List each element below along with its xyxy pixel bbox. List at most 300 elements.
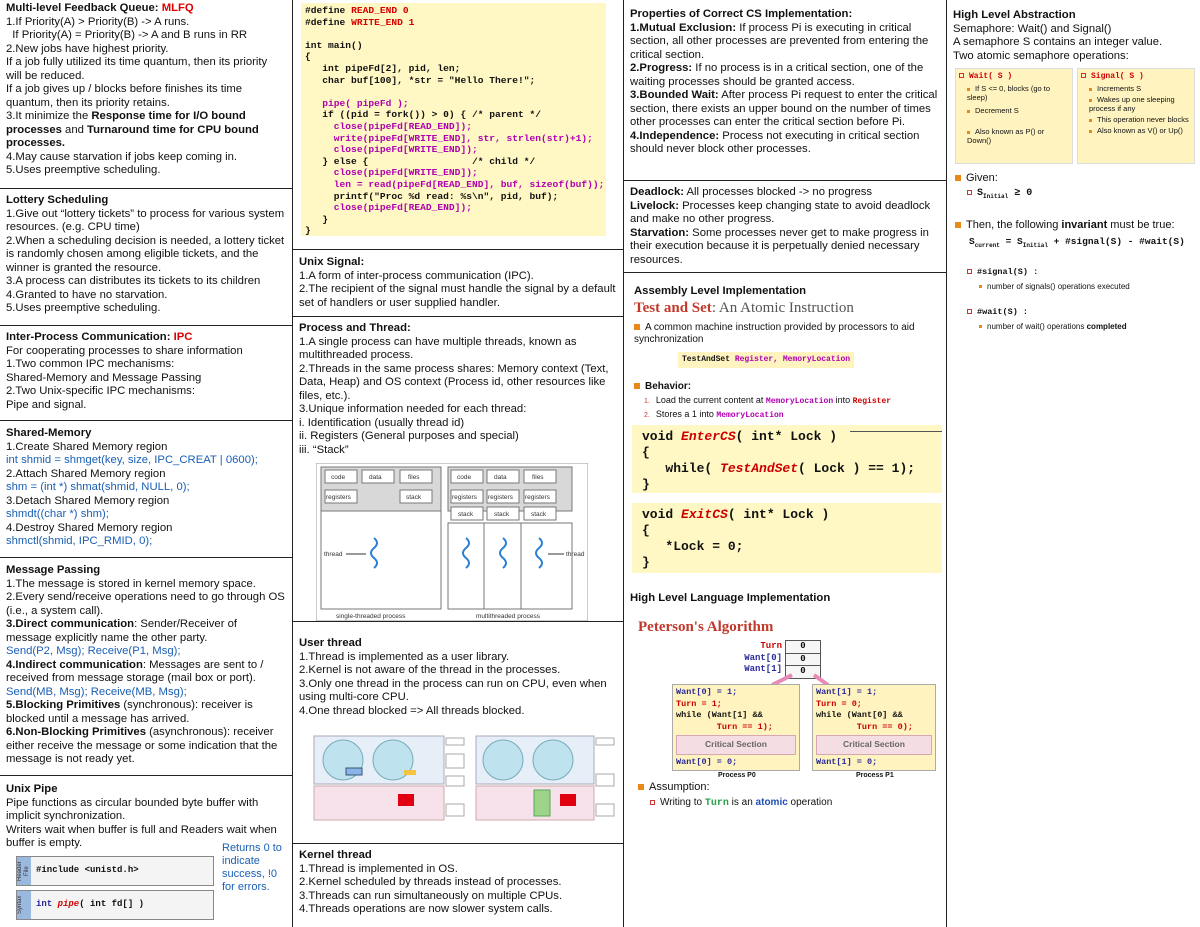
cs-title: Properties of Correct CS Implementation:	[630, 8, 853, 20]
p0-label: Process P0	[718, 772, 756, 779]
code-line	[305, 75, 602, 87]
code-line	[305, 40, 602, 52]
code-line	[305, 109, 602, 121]
user-thread-line: 4.One thread blocked => All threads blocked.	[299, 704, 525, 717]
code-line	[305, 63, 602, 75]
code-line	[305, 17, 602, 29]
bullet-icon	[650, 800, 655, 805]
bullet-icon	[967, 88, 970, 91]
mlfq-line: If a job fully utilized its time quantum, then its priority will be reduced.	[6, 56, 268, 82]
var-name: Want[0]	[744, 652, 782, 663]
wait-desc-pre: number of wait() operations	[987, 322, 1087, 331]
msg-l6-bold: 6.Non-Blocking Primitives	[6, 726, 146, 738]
cs-item-text: If no process is in a critical section, one of the waiting processes should be granted access.	[630, 62, 924, 88]
exitcs-code	[632, 503, 942, 573]
starvation-bold: Starvation:	[630, 226, 690, 239]
thread-line: ii. Registers (General purposes and special)	[299, 430, 519, 442]
fig-text: code	[331, 474, 346, 481]
signal-item: This operation never blocks	[1097, 115, 1189, 124]
wait-desc-bold: completed	[1086, 322, 1127, 331]
signal-section	[293, 250, 623, 317]
bullet-icon	[967, 131, 970, 134]
sig-label-text: #signal(S) :	[977, 267, 1039, 277]
tas-behavior-list	[644, 394, 891, 422]
mlfq-line: 1.If Priority(A) > Priority(B) -> A runs.	[6, 15, 190, 28]
cs-item	[630, 89, 940, 130]
p1-l1: Turn = 0;	[816, 698, 862, 709]
given	[955, 172, 998, 186]
msg-l4-text: : Messages are sent to / received from message storage (mail box or port).	[6, 658, 264, 684]
lottery-line: 4.Granted to have no starvation.	[6, 288, 168, 301]
then-pre: Then, the following	[966, 219, 1062, 231]
hla-title: High Level Abstraction	[953, 9, 1076, 21]
inv-s: S	[969, 236, 975, 247]
code-token: #define	[305, 16, 352, 28]
p0-line	[676, 687, 796, 699]
shm-section	[0, 421, 292, 558]
kernel-thread-title: Kernel thread	[299, 849, 372, 861]
code-line	[305, 98, 602, 110]
bullet-icon	[1089, 99, 1092, 102]
bullet-icon	[967, 110, 970, 113]
code-token: ( int* Lock )	[727, 507, 830, 522]
msg-line	[6, 726, 286, 767]
wait-item: If S <= 0, blocks (go to sleep)	[967, 84, 1051, 102]
fig-text: files	[408, 474, 420, 481]
deadlock-text: All processes blocked -> no progress	[684, 186, 873, 198]
tas-title-red: Test and Set	[634, 300, 712, 316]
mlfq-title: Multi-level Feedback Queue:	[6, 2, 159, 14]
mlfq-line-3	[6, 110, 286, 151]
bullet-icon	[1089, 119, 1092, 122]
fig-text: registers	[488, 494, 513, 501]
code-token: while(	[642, 461, 721, 476]
given-label: Given:	[966, 172, 998, 184]
thread-line: 1.A single process can have multiple threads, known as multithreaded process.	[299, 335, 577, 361]
code-line	[305, 86, 602, 98]
shm-line: 3.Detach Shared Memory region	[6, 494, 170, 507]
assumption-detail	[650, 796, 832, 811]
tas-b1-reg: Register	[852, 397, 892, 406]
cs-item-bold: 3.Bounded Wait:	[630, 89, 719, 101]
code-line	[305, 144, 602, 156]
msg-code: Send(MB, Msg); Receive(MB, Msg);	[6, 685, 187, 698]
code-token: write(pipeFd[WRITE_END], str, strlen(str)+1);	[305, 132, 593, 144]
bullet-icon	[638, 784, 644, 790]
mlfq-line: If Priority(A) = Priority(B) -> A and B runs in RR	[6, 29, 248, 41]
assumption-label: Assumption:	[649, 781, 710, 793]
ipc-section	[0, 326, 292, 421]
peterson-var-names	[724, 641, 782, 676]
cs-item-text: Process not executing in critical section should never block other processes.	[630, 129, 920, 155]
pipe-code-block	[301, 3, 606, 236]
sig-desc-text: number of signals() operations executed	[987, 282, 1130, 291]
msg-l4-bold: 4.Indirect communication	[6, 658, 143, 671]
then-bold: invariant	[1061, 219, 1108, 231]
signal-line: 1.A form of inter-process communication (IPC).	[299, 269, 534, 282]
code-token: {	[642, 445, 650, 460]
hll-section	[624, 583, 946, 927]
single-thread-process	[321, 467, 441, 620]
mlfq-line3-bold: Response time for I/O bound processes	[6, 110, 246, 136]
wait-item: Decrement S	[975, 106, 1019, 115]
code-token: close(pipeFd[READ_END]);	[305, 120, 472, 132]
pipe-line: Pipe functions as circular bounded byte buffer with implicit synchronization.	[6, 796, 259, 822]
tas-instr: TestAndSet	[682, 355, 731, 364]
user-thread-diagram	[298, 734, 616, 826]
tas-b1: 1. Load the current content at MemoryLocation into Register	[644, 395, 892, 406]
pipe-section	[0, 776, 292, 927]
ipc-line: Shared-Memory and Message Passing	[6, 371, 202, 384]
writing-pre: Writing to	[660, 797, 705, 808]
user-thread-section	[293, 622, 623, 844]
cs-item-bold: 1.Mutual Exclusion:	[630, 21, 737, 34]
ipc-line: 1.Two common IPC mechanisms:	[6, 358, 175, 370]
code-token: EnterCS	[681, 429, 736, 444]
thread-diagram	[316, 463, 588, 621]
writing-mid: is an	[728, 797, 756, 808]
wait-box	[955, 68, 1073, 164]
cs-item-text: After process Pi request to enter the critical section, there exists an upper bound on the number of times other processes can enter the critical section before Pi.	[630, 89, 938, 128]
column-3	[624, 0, 947, 927]
pipe-syntax-label: Syntax	[17, 891, 31, 919]
divider	[850, 431, 942, 432]
code-token: close(pipeFd[READ_END]);	[305, 202, 472, 214]
column-1	[0, 0, 292, 927]
code-token: ( Lock ) == 1);	[798, 461, 916, 476]
bullet-icon	[634, 324, 640, 330]
code-token: READ_END 0	[351, 5, 409, 16]
code-token: {	[305, 51, 311, 63]
signal-item: Also known as V() or Up()	[1097, 126, 1183, 135]
var-value: 0	[786, 654, 820, 667]
msg-line: 2.Every send/receive operations need to go through OS (i.e., a system call).	[6, 591, 285, 617]
cs-item-bold: 2.Progress:	[630, 62, 693, 74]
p1-l2: while (Want[0] &&	[816, 710, 903, 720]
msg-title: Message Passing	[6, 564, 101, 576]
assembly-section	[624, 273, 946, 583]
msg-l6-text: (asynchronous): receiver either receive the message or some indication that the message is not ready yet.	[6, 726, 278, 765]
tas-bullet-1	[634, 322, 939, 346]
thread-section	[293, 317, 623, 622]
lottery-line: 2.When a scheduling decision is needed, a lottery ticket is randomly chosen among eligible tickets, and the winner is granted the resource.	[6, 234, 285, 274]
shm-line: 2.Attach Shared Memory region	[6, 467, 166, 480]
thread-line: 2.Threads in the same process shares: Memory context (Text, Data, Heap) and OS context (Process id, other resources like files, etc.).	[299, 362, 609, 402]
bullet-icon	[955, 222, 961, 228]
code-section	[293, 0, 623, 250]
starvation-item	[630, 227, 940, 268]
fig-text: thread	[324, 551, 343, 558]
fig-text: registers	[452, 494, 477, 501]
p1-exit: Want[1] = 0;	[816, 756, 878, 767]
tas-b2-mem: MemoryLocation	[716, 411, 784, 420]
fig-text: thread	[566, 551, 585, 558]
kernel-thread-line: 3.Threads can run simultaneously on multiple CPUs.	[299, 889, 563, 902]
code-token: *Lock = 0;	[642, 539, 744, 554]
msg-l3-bold: 3.Direct communication	[6, 618, 135, 630]
code-line	[305, 214, 602, 226]
pipe-line: Writers wait when buffer is full and Readers wait when buffer is empty.	[6, 823, 277, 849]
code-token: char buf[100], *str = "Hello There!";	[305, 74, 536, 86]
tas-behavior	[634, 380, 691, 394]
var-name: Turn	[760, 641, 782, 651]
inv-sub: current	[974, 241, 1000, 249]
lottery-line: 3.A process can distributes its tickets to its children	[6, 275, 261, 287]
deadlock-bold: Deadlock:	[630, 186, 684, 198]
livelock-bold: Livelock:	[630, 199, 679, 212]
pipe-syntax-code	[31, 891, 213, 919]
tas-instruction	[678, 352, 854, 368]
hla-line: Semaphore: Wait() and Signal()	[953, 22, 1112, 35]
code-token: } else { /* child */	[305, 155, 536, 167]
code-token: close(pipeFd[WRITE_END]);	[305, 144, 478, 156]
peterson-title: Peterson's Algorithm	[638, 619, 774, 635]
code-token: #define	[305, 5, 352, 16]
pipe-syntax-args: ( int fd[] )	[79, 899, 145, 909]
hla-line: A semaphore S contains an integer value.	[953, 36, 1163, 48]
wait-label-text: #wait(S) :	[977, 307, 1029, 317]
kernel-thread-section	[293, 844, 623, 927]
thread-title: Process and Thread:	[299, 322, 411, 334]
bullet-icon	[1089, 88, 1092, 91]
mlfq-line: 2.New jobs have highest priority.	[6, 42, 169, 55]
shm-line: 1.Create Shared Memory region	[6, 440, 168, 453]
signal-line: 2.The recipient of the signal must handle the signal by a default set of handlers or user supplied handler.	[299, 283, 616, 309]
thread-line: 3.Unique information needed for each thread:	[299, 403, 527, 415]
ipc-title: Inter-Process Communication:	[6, 331, 171, 343]
fig-text: single-threaded process	[336, 613, 406, 620]
fig-text: stack	[531, 511, 547, 518]
starvation-text: Some processes never get to make progress in their execution because it is perpetually denied necessary resources.	[630, 226, 929, 266]
bullet-icon	[1081, 73, 1086, 78]
msg-line	[6, 699, 286, 726]
signal-item: Increments S	[1097, 84, 1142, 93]
code-token: void	[642, 507, 682, 522]
tas-b2-pre: Stores a 1 into	[655, 409, 717, 419]
inv-rest2: + #signal(S) - #wait(S)	[1047, 236, 1185, 247]
fig-text: registers	[326, 494, 351, 501]
bullet-icon	[967, 190, 972, 195]
p0-l0: Want[0] = 1;	[676, 687, 738, 697]
mlfq-line: If a job gives up / blocks before finishes its time quantum, then its priority retains.	[6, 83, 243, 109]
code-token: printf("Proc %d read: %s\n", pid, buf);	[305, 190, 559, 202]
cs-item-bold: 4.Independence:	[630, 129, 720, 142]
writing-atomic: atomic	[755, 797, 788, 808]
pipe-syntax-box	[16, 890, 214, 920]
p0-block	[672, 684, 800, 771]
hll-title: High Level Language Implementation	[630, 592, 831, 604]
code-token: }	[642, 555, 650, 570]
ipc-line: Pipe and signal.	[6, 398, 87, 411]
tas-b1-mid: into	[833, 395, 853, 405]
fig-text: registers	[525, 494, 550, 501]
tas-slide-title	[634, 302, 854, 316]
fig-text: stack	[458, 511, 474, 518]
msg-l3-text: : Sender/Receiver of message explicitly name the other party.	[6, 618, 238, 644]
p0-l2: while (Want[1] &&	[676, 710, 763, 720]
cs-item	[630, 62, 940, 89]
hla-line: Two atomic semaphore operations:	[953, 49, 1129, 62]
single-thread-area	[321, 511, 441, 609]
var-value: 0	[786, 641, 820, 654]
livelock-text: Processes keep changing state to avoid deadlock and make no other progress.	[630, 199, 931, 225]
code-token: {	[642, 523, 650, 538]
user-thread-left	[314, 736, 464, 820]
bullet-icon	[955, 175, 961, 181]
pipe-returns: Returns 0 to indicate success, !0 for errors.	[222, 842, 282, 893]
bullet-icon	[959, 73, 964, 78]
msg-l5-text: (synchronous): receiver is blocked until a message has arrived.	[6, 699, 253, 725]
user-thread-line: 1.Thread is implemented as a user library.	[299, 650, 510, 663]
user-thread-line: 3.Only one thread in the process can run on CPU, even when using multi-core CPU.	[299, 677, 607, 703]
pipe-syntax-type: int	[36, 899, 58, 909]
cs-item-text: If process Pi is executing in critical section, all other processes are prevented from entering the critical section.	[630, 21, 929, 61]
p1-critical-section: Critical Section	[816, 735, 932, 755]
then-line	[955, 219, 1175, 233]
pipe-header-label: Header File	[17, 857, 31, 885]
fig-text: data	[369, 474, 382, 481]
writing-post: operation	[787, 797, 833, 808]
column-2	[292, 0, 624, 927]
invariant	[969, 235, 1185, 252]
sig-label	[967, 266, 1038, 280]
code-line	[305, 133, 602, 145]
var-value: 0	[800, 666, 806, 676]
p0-l3: Turn == 1);	[676, 721, 773, 732]
msg-section	[0, 558, 292, 776]
thread-line: i. Identification (usually thread id)	[299, 416, 465, 429]
p1-l3: Turn == 0);	[816, 721, 913, 732]
mlfq-line: 4.May cause starvation if jobs keep coming in.	[6, 150, 238, 163]
bullet-icon	[979, 325, 982, 328]
lottery-title: Lottery Scheduling	[6, 194, 109, 206]
cs-section	[624, 0, 946, 181]
wait-label	[967, 306, 1028, 320]
bullet-icon	[979, 285, 982, 288]
lottery-line: 5.Uses preemptive scheduling.	[6, 302, 161, 314]
ipc-line: 2.Two Unix-specific IPC mechanisms:	[6, 385, 195, 397]
user-thread-line: 2.Kernel is not aware of the thread in the processes.	[299, 664, 561, 676]
msg-l5-bold: 5.Blocking Primitives	[6, 699, 121, 711]
multi-thread-process	[448, 467, 585, 620]
mlfq-line: 5.Uses preemptive scheduling.	[6, 164, 161, 176]
cs-item	[630, 130, 940, 157]
wait-item: Also known as P() or Down()	[967, 127, 1045, 145]
code-line	[305, 225, 602, 237]
livelock-item	[630, 200, 940, 227]
code-token: ( int* Lock )	[735, 429, 838, 444]
code-token: pipe( pipeFd );	[305, 97, 409, 109]
code-token: }	[305, 213, 329, 225]
shm-code: shmdt((char *) shm);	[6, 508, 109, 520]
msg-line	[6, 618, 286, 645]
sig-desc	[979, 280, 1130, 294]
inv-sub2: Initial	[1022, 241, 1048, 249]
tas-b1-mem: MemoryLocation	[765, 397, 834, 406]
fig-text: files	[532, 474, 544, 481]
signal-item: Wakes up one sleeping process if any	[1089, 95, 1175, 113]
mlfq-section	[0, 0, 292, 189]
column-4	[947, 0, 1200, 927]
ipc-title-red: IPC	[173, 331, 193, 343]
fig-text: multithreaded process	[476, 613, 540, 620]
ipc-line: For cooperating processes to share information	[6, 344, 243, 357]
code-line	[305, 156, 602, 168]
code-line	[305, 51, 602, 63]
msg-code: Send(P2, Msg); Receive(P1, Msg);	[6, 645, 181, 657]
shm-title: Shared-Memory	[6, 427, 92, 439]
p1-block	[812, 684, 936, 771]
multi-thread-area	[448, 523, 572, 609]
var-name: Want[1]	[744, 664, 782, 674]
code-line	[305, 191, 602, 203]
p0-critical-section: Critical Section	[676, 735, 796, 755]
tas-instr-args: Register, MemoryLocation	[734, 355, 851, 364]
user-thread-title: User thread	[299, 637, 362, 649]
deadlock-item	[630, 186, 940, 200]
bullet-icon	[967, 309, 972, 314]
bullet-icon	[634, 383, 640, 389]
code-token: }	[305, 225, 311, 237]
p1-label: Process P1	[856, 772, 894, 779]
tas-b2: 2. Stores a 1 into MemoryLocation	[644, 409, 784, 420]
tas-b1-pre: Load the current content at	[655, 395, 766, 405]
mlfq-line3-bold2: Turnaround time for CPU bound processes.	[6, 123, 259, 149]
tas-bullet1-text: A common machine instruction provided by processors to aid synchronization	[634, 322, 915, 345]
deadlock-section	[624, 181, 946, 273]
tas-behavior-label: Behavior:	[645, 381, 692, 392]
wait-desc	[979, 320, 1127, 334]
shm-code: int shmid = shmget(key, size, IPC_CREAT | 0600);	[6, 454, 258, 466]
p0-l1: Turn = 1;	[676, 698, 722, 709]
shm-line: 4.Destroy Shared Memory region	[6, 521, 173, 534]
mlfq-line3-prefix: 3.It minimize the	[6, 110, 92, 122]
code-token: ExitCS	[681, 507, 728, 522]
given-s: S	[977, 188, 984, 199]
kernel-thread-right	[476, 736, 614, 820]
mlfq-title-red: MLFQ	[161, 2, 194, 14]
signal-title: Unix Signal:	[299, 256, 365, 268]
given-item	[967, 187, 1032, 204]
cs-item	[630, 22, 940, 63]
msg-line: 1.The message is stored in kernel memory space.	[6, 577, 256, 590]
code-token: void	[642, 429, 682, 444]
pipe-header-box	[16, 856, 214, 886]
code-token: close(pipeFd[WRITE_END]);	[305, 167, 478, 179]
fig-text: data	[494, 474, 507, 481]
lottery-line: 1.Give out “lottery tickets” to process for various system resources. (e.g. CPU time)	[6, 207, 285, 233]
code-token: int main()	[305, 39, 363, 51]
msg-line	[6, 659, 286, 686]
shm-code: shmctl(shmid, IPC_RMID, 0);	[6, 535, 153, 547]
lottery-section	[0, 189, 292, 326]
code-line	[305, 28, 602, 40]
thread-line: iii. “Stack”	[299, 443, 349, 456]
shm-code: shm = (int *) shmat(shmid, NULL, 0);	[6, 481, 190, 493]
pipe-header-code: #include <unistd.h>	[31, 857, 213, 885]
code-line	[305, 202, 602, 214]
code-token: if ((pid = fork()) > 0) { /* parent */	[305, 109, 542, 121]
fig-text: stack	[494, 511, 510, 518]
pipe-syntax-fn: pipe	[57, 899, 80, 909]
code-token: int pipeFd[2], pid, len;	[305, 62, 461, 74]
pipe-title: Unix Pipe	[6, 783, 58, 795]
inv-rest: = S	[999, 236, 1023, 247]
wait-title: Wait( S )	[969, 72, 1013, 81]
given-sub: Initial	[983, 193, 1009, 200]
code-line	[305, 178, 605, 191]
entercs-code	[632, 425, 942, 493]
